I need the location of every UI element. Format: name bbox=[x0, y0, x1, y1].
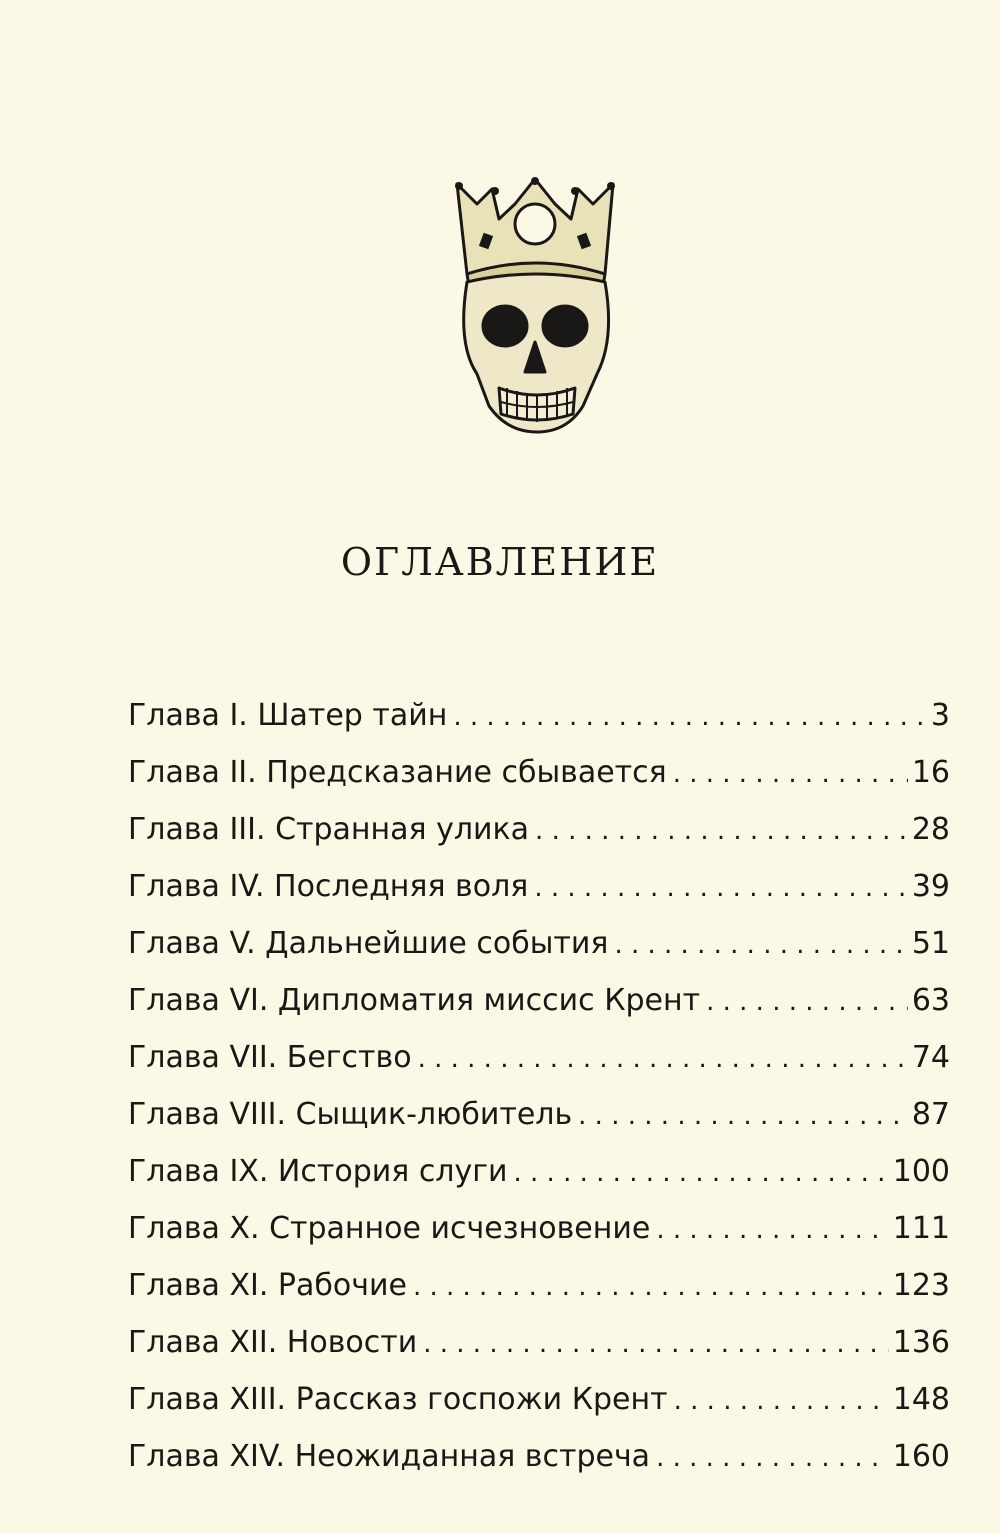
toc-leader-dots bbox=[514, 1151, 889, 1195]
toc-leader-dots bbox=[674, 1379, 889, 1423]
toc-leader-dots bbox=[423, 1322, 889, 1366]
toc-entry-title: Глава VII. Бегство bbox=[128, 1040, 412, 1075]
toc-entry[interactable] bbox=[128, 1207, 950, 1264]
toc-entry-title: Глава IV. Последняя воля bbox=[128, 869, 529, 904]
toc-entry-page: 28 bbox=[911, 812, 950, 847]
toc-leader-dots bbox=[534, 866, 908, 910]
toc-leader-dots bbox=[578, 1094, 908, 1138]
toc-entry-title: Глава VIII. Сыщик-любитель bbox=[128, 1097, 573, 1132]
toc-leader-dots bbox=[418, 1037, 908, 1081]
toc-entry-page: 100 bbox=[892, 1154, 950, 1189]
toc-entry-title: Глава IX. История слуги bbox=[128, 1154, 508, 1189]
toc-entry[interactable] bbox=[128, 1378, 950, 1435]
toc-leader-dots bbox=[413, 1265, 889, 1309]
toc-entry[interactable] bbox=[128, 1435, 950, 1492]
toc-entry[interactable] bbox=[128, 1150, 950, 1207]
crowned-skull-icon bbox=[437, 174, 633, 436]
toc-entry-title: Глава V. Дальнейшие события bbox=[128, 926, 609, 961]
toc-leader-dots bbox=[706, 980, 908, 1024]
toc-entry[interactable] bbox=[128, 694, 950, 751]
table-of-contents bbox=[128, 694, 950, 1492]
toc-leader-dots bbox=[673, 752, 908, 796]
toc-entry[interactable] bbox=[128, 751, 950, 808]
toc-leader-dots bbox=[453, 695, 927, 739]
toc-entry-page: 148 bbox=[892, 1382, 950, 1417]
toc-entry-page: 160 bbox=[892, 1439, 950, 1474]
page-title: ОГЛАВЛЕНИЕ bbox=[340, 540, 660, 584]
toc-entry-page: 136 bbox=[892, 1325, 950, 1360]
toc-entry[interactable] bbox=[128, 1264, 950, 1321]
toc-entry-page: 63 bbox=[911, 983, 950, 1018]
toc-entry-page: 111 bbox=[892, 1211, 950, 1246]
toc-entry[interactable] bbox=[128, 1036, 950, 1093]
toc-leader-dots bbox=[535, 809, 908, 853]
toc-entry-page: 87 bbox=[911, 1097, 950, 1132]
toc-entry-title: Глава I. Шатер тайн bbox=[128, 698, 448, 733]
toc-entry-page: 39 bbox=[911, 869, 950, 904]
toc-entry-title: Глава II. Предсказание сбывается bbox=[128, 755, 667, 790]
toc-entry[interactable] bbox=[128, 1321, 950, 1378]
toc-entry-page: 123 bbox=[892, 1268, 950, 1303]
toc-entry-title: Глава XIV. Неожиданная встреча bbox=[128, 1439, 651, 1474]
toc-entry[interactable] bbox=[128, 808, 950, 865]
toc-entry[interactable] bbox=[128, 979, 950, 1036]
toc-entry[interactable] bbox=[128, 922, 950, 979]
toc-leader-dots bbox=[656, 1436, 889, 1480]
toc-entry-page: 3 bbox=[930, 698, 950, 733]
toc-entry[interactable] bbox=[128, 1093, 950, 1150]
toc-leader-dots bbox=[614, 923, 907, 967]
toc-leader-dots bbox=[656, 1208, 888, 1252]
toc-entry-title: Глава XIII. Рассказ госпожи Крент bbox=[128, 1382, 668, 1417]
toc-entry-page: 16 bbox=[911, 755, 950, 790]
toc-entry-title: Глава X. Странное исчезновение bbox=[128, 1211, 651, 1246]
toc-entry-title: Глава XI. Рабочие bbox=[128, 1268, 407, 1303]
toc-entry[interactable] bbox=[128, 865, 950, 922]
toc-entry-title: Глава XII. Новости bbox=[128, 1325, 418, 1360]
toc-entry-title: Глава III. Странная улика bbox=[128, 812, 530, 847]
toc-entry-page: 74 bbox=[911, 1040, 950, 1075]
toc-entry-title: Глава VI. Дипломатия миссис Крент bbox=[128, 983, 701, 1018]
toc-entry-page: 51 bbox=[911, 926, 950, 961]
